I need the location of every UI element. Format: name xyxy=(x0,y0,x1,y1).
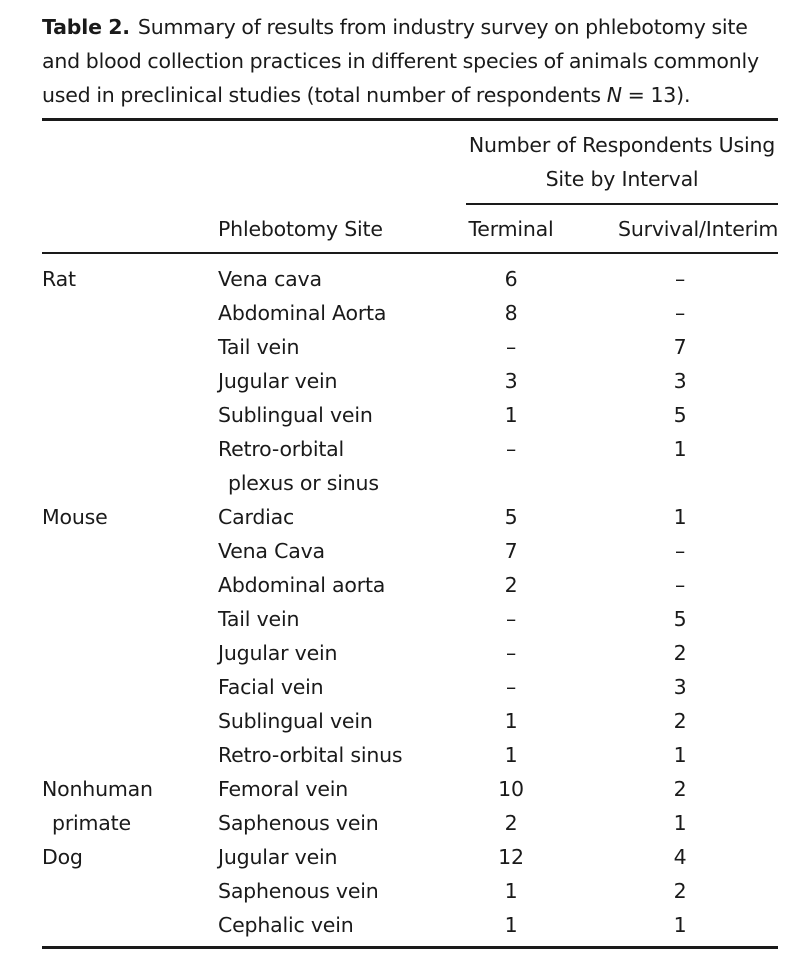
survival-cell: – xyxy=(674,573,686,597)
survival-cell: 2 xyxy=(673,641,687,665)
terminal-cell: 3 xyxy=(504,369,518,393)
survival-cell: 3 xyxy=(673,369,687,393)
site-cell: Cephalic vein xyxy=(218,913,354,937)
terminal-cell: 1 xyxy=(504,403,518,427)
table-bottom-rule xyxy=(42,946,778,949)
table-row xyxy=(0,772,786,806)
terminal-cell: 1 xyxy=(504,913,518,937)
site-cell: Jugular vein xyxy=(218,369,338,393)
terminal-cell: 10 xyxy=(498,777,524,801)
terminal-cell: – xyxy=(505,641,517,665)
caption-text-1: Summary of results from industry survey on phlebotomy site xyxy=(137,15,748,39)
site-cell: plexus or sinus xyxy=(228,471,379,495)
table-row xyxy=(0,908,786,942)
site-cell: Retro-orbital sinus xyxy=(218,743,403,767)
caption-line-1 xyxy=(42,10,786,44)
survival-cell: 1 xyxy=(673,913,687,937)
site-cell: Cardiac xyxy=(218,505,295,529)
table-body xyxy=(0,262,786,942)
table-row xyxy=(0,262,786,296)
terminal-cell: 12 xyxy=(498,845,524,869)
header-phlebotomy-site: Phlebotomy Site xyxy=(218,217,383,241)
survival-cell: 1 xyxy=(673,437,687,461)
survival-cell: 1 xyxy=(673,811,687,835)
terminal-cell: 1 xyxy=(504,709,518,733)
survival-cell: – xyxy=(674,267,686,291)
terminal-cell: 7 xyxy=(504,539,518,563)
site-cell: Vena Cava xyxy=(218,539,325,563)
table-row xyxy=(0,500,786,534)
terminal-cell: 5 xyxy=(504,505,518,529)
table-row xyxy=(0,636,786,670)
site-cell: Sublingual vein xyxy=(218,403,373,427)
caption-text-3b: = 13). xyxy=(621,83,691,107)
header-group-line-1: Number of Respondents Using xyxy=(468,133,776,157)
species-cell: Mouse xyxy=(42,505,108,529)
table-row xyxy=(0,568,786,602)
terminal-cell: – xyxy=(505,335,517,359)
table-row xyxy=(0,398,786,432)
table-label: Table 2. xyxy=(42,15,130,39)
table-row xyxy=(0,534,786,568)
table-row xyxy=(0,466,786,500)
caption-line-3 xyxy=(42,78,786,112)
site-cell: Facial vein xyxy=(218,675,324,699)
table-row xyxy=(0,364,786,398)
table-row xyxy=(0,296,786,330)
table-row xyxy=(0,432,786,466)
site-cell: Jugular vein xyxy=(218,845,338,869)
survival-cell: 2 xyxy=(673,709,687,733)
terminal-cell: 2 xyxy=(504,811,518,835)
site-cell: Femoral vein xyxy=(218,777,349,801)
terminal-cell: – xyxy=(505,437,517,461)
survival-cell: – xyxy=(674,539,686,563)
site-cell: Retro-orbital xyxy=(218,437,345,461)
survival-cell: 3 xyxy=(673,675,687,699)
header-group xyxy=(466,128,778,196)
species-cell: primate xyxy=(52,811,131,835)
table-row xyxy=(0,670,786,704)
site-cell: Saphenous vein xyxy=(218,811,379,835)
survival-cell: – xyxy=(674,301,686,325)
survival-cell: 1 xyxy=(673,505,687,529)
table-row xyxy=(0,806,786,840)
terminal-cell: 2 xyxy=(504,573,518,597)
header-survival-interim: Survival/Interim xyxy=(618,217,779,241)
terminal-cell: 1 xyxy=(504,743,518,767)
caption-variable-n: N xyxy=(606,83,622,107)
site-cell: Abdominal Aorta xyxy=(218,301,387,325)
terminal-cell: 6 xyxy=(504,267,518,291)
table-row xyxy=(0,602,786,636)
species-cell: Rat xyxy=(42,267,76,291)
survival-cell: 5 xyxy=(673,403,687,427)
site-cell: Tail vein xyxy=(218,335,300,359)
header-terminal: Terminal xyxy=(468,217,554,241)
species-cell: Dog xyxy=(42,845,83,869)
header-bottom-rule xyxy=(42,252,778,254)
survival-cell: 4 xyxy=(673,845,687,869)
table-row xyxy=(0,704,786,738)
survival-cell: 7 xyxy=(673,335,687,359)
site-cell: Sublingual vein xyxy=(218,709,373,733)
site-cell: Tail vein xyxy=(218,607,300,631)
header-span-rule xyxy=(466,203,778,205)
header-group-line-2: Site by Interval xyxy=(545,167,699,191)
survival-cell: 2 xyxy=(673,777,687,801)
table-row xyxy=(0,330,786,364)
site-cell: Jugular vein xyxy=(218,641,338,665)
site-cell: Saphenous vein xyxy=(218,879,379,903)
survival-cell: 1 xyxy=(673,743,687,767)
table-top-rule xyxy=(42,118,778,121)
table-caption xyxy=(42,10,786,112)
caption-line-2: and blood collection practices in different species of animals commonly xyxy=(42,49,759,73)
table-row xyxy=(0,874,786,908)
table-row xyxy=(0,840,786,874)
survival-cell: 5 xyxy=(673,607,687,631)
terminal-cell: – xyxy=(505,675,517,699)
survival-cell: 2 xyxy=(673,879,687,903)
terminal-cell: 8 xyxy=(504,301,518,325)
caption-text-3a: used in preclinical studies (total number of respondents xyxy=(42,83,607,107)
table-row xyxy=(0,738,786,772)
terminal-cell: – xyxy=(505,607,517,631)
site-cell: Abdominal aorta xyxy=(218,573,386,597)
site-cell: Vena cava xyxy=(218,267,322,291)
species-cell: Nonhuman xyxy=(42,777,153,801)
terminal-cell: 1 xyxy=(504,879,518,903)
